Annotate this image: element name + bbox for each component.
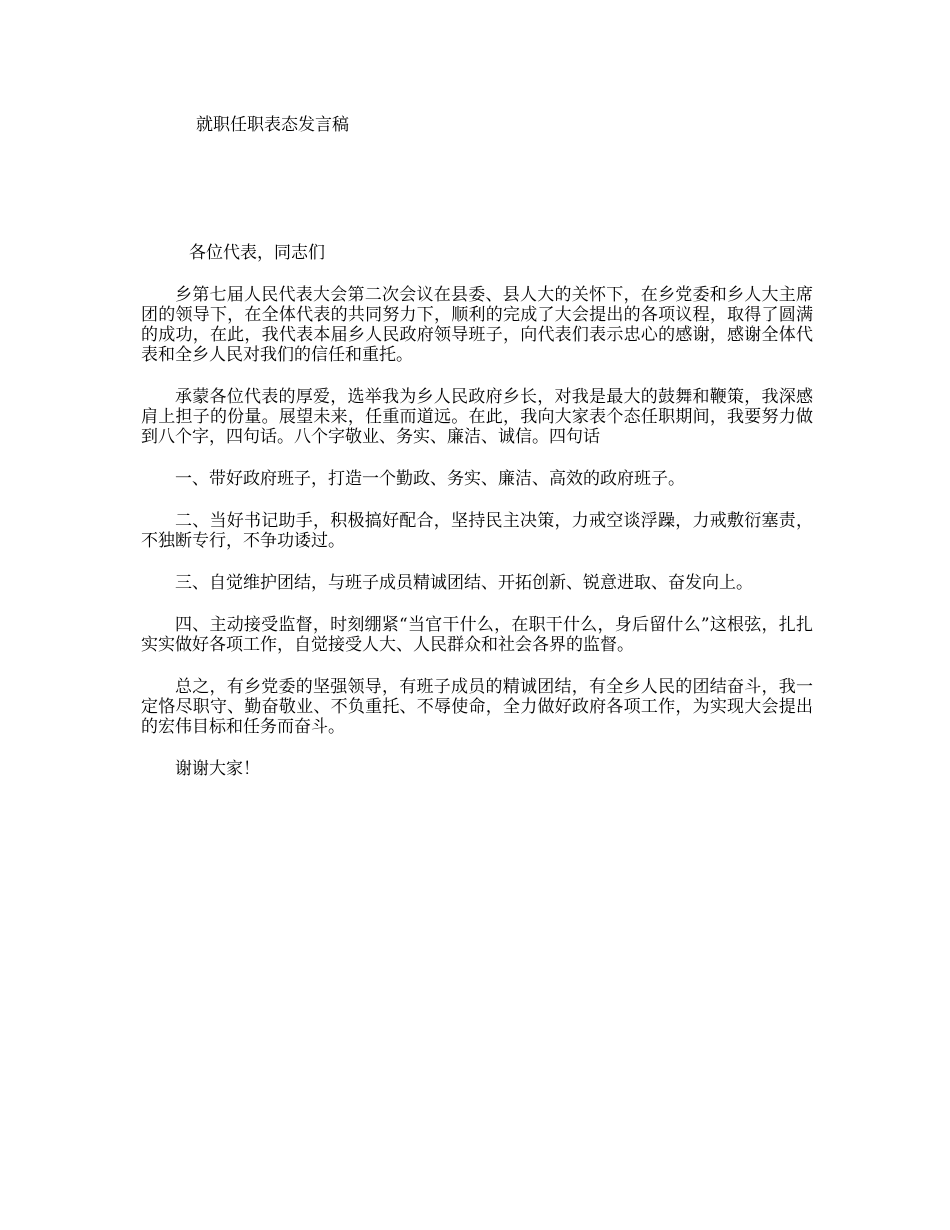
paragraph-commitment: 承蒙各位代表的厚爱，选举我为乡人民政府乡长，对我是最大的鼓舞和鞭策，我深感肩上担子的份量。展望未来，任重而道远。在此，我向大家表个态任职期间，我要努力做到八个字，四句话。八个字敬业、务实、廉洁、诚信。四句话: [141, 387, 813, 447]
paragraph-opening: 乡第七届人民代表大会第二次会议在县委、县人大的关怀下，在乡党委和乡人大主席团的领导下，在全体代表的共同努力下，顺利的完成了大会提出的各项议程，取得了圆满的成功，在此，我代表本届乡人民政府领导班子，向代表们表示忠心的感谢，感谢全体代表和全乡人民对我们的信任和重托。: [141, 285, 813, 365]
paragraph-point-1: 一、带好政府班子，打造一个勤政、务实、廉洁、高效的政府班子。: [175, 469, 685, 489]
paragraph-thanks: 谢谢大家！: [175, 759, 260, 779]
paragraph-conclusion: 总之，有乡党委的坚强领导，有班子成员的精诚团结，有全乡人民的团结奋斗，我一定恪尽职守、勤奋敬业、不负重托、不辱使命，全力做好政府各项工作，为实现大会提出的宏伟目标和任务而奋斗。: [141, 677, 813, 737]
document-body: [141, 285, 813, 801]
salutation: 各位代表，同志们: [189, 243, 325, 263]
paragraph-point-2: 二、当好书记助手，积极搞好配合，坚持民主决策，力戒空谈浮躁，力戒敷衍塞责，不独断专行，不争功诿过。: [141, 511, 813, 551]
paragraph-point-4: 四、主动接受监督，时刻绷紧“当官干什么，在职干什么，身后留什么”这根弦，扎扎实实做好各项工作，自觉接受人大、人民群众和社会各界的监督。: [141, 615, 813, 655]
document-title: 就职任职表态发言稿: [196, 115, 349, 135]
paragraph-point-3: 三、自觉维护团结，与班子成员精诚团结、开拓创新、锐意进取、奋发向上。: [175, 573, 753, 593]
